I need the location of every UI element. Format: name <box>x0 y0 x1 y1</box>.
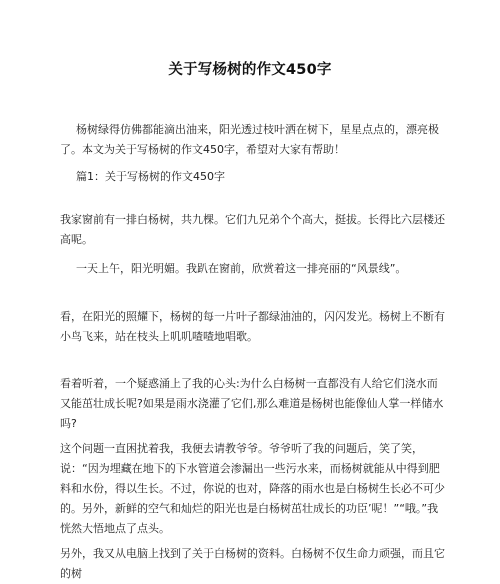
section-heading: 篇1：关于写杨树的作文450字 <box>76 170 225 183</box>
body-paragraph-6: 另外，我又从电脑上找到了关于白杨树的资料。白杨树不仅生命力顽强，而且它的树 <box>60 547 445 580</box>
body-paragraph-5: 这个问题一直困扰着我，我便去请教爷爷。爷爷听了我的问题后，笑了笑，说：“因为埋藏在地下的下水管道会渗漏出一些污水来，而杨树就能从中得到肥料和水份，得以生长。不过，你说的也对，降落的雨水也是白杨树生长必不可少的。另外，新鲜的空气和灿烂的阳光也是白杨树茁壮成长的功臣’呢！”“哦。”我恍然大悟地点了点头。 <box>60 442 445 535</box>
body-paragraph-4: 看着听着，一个疑惑涌上了我的心头:为什么白杨树一直都没有人给它们浇水而又能茁壮成长呢?如果是雨水浇灌了它们,那么难道是杨树也能像仙人掌一样储水吗? <box>60 377 444 430</box>
body-paragraph-2: 一天上午，阳光明媚。我趴在窗前，欣赏着这一排亮丽的“风景线”。 <box>76 262 407 275</box>
body-paragraph-3: 看，在阳光的照耀下，杨树的每一片叶子都绿油油的，闪闪发光。杨树上不断有小鸟飞来，站在枝头上叽叽喳喳地唱歌。 <box>60 310 445 343</box>
body-paragraph-1: 我家窗前有一排白杨树，共九棵。它们九兄弟个个高大，挺拔。长得比六层楼还高呢。 <box>60 213 445 246</box>
intro-paragraph: 杨树绿得仿佛都能滴出油来，阳光透过枝叶洒在树下，星星点点的，漂亮极了。本文为关于写杨树的作文450字，希望对大家有帮助！ <box>60 123 439 156</box>
document-title: 关于写杨树的作文450字 <box>168 62 332 78</box>
